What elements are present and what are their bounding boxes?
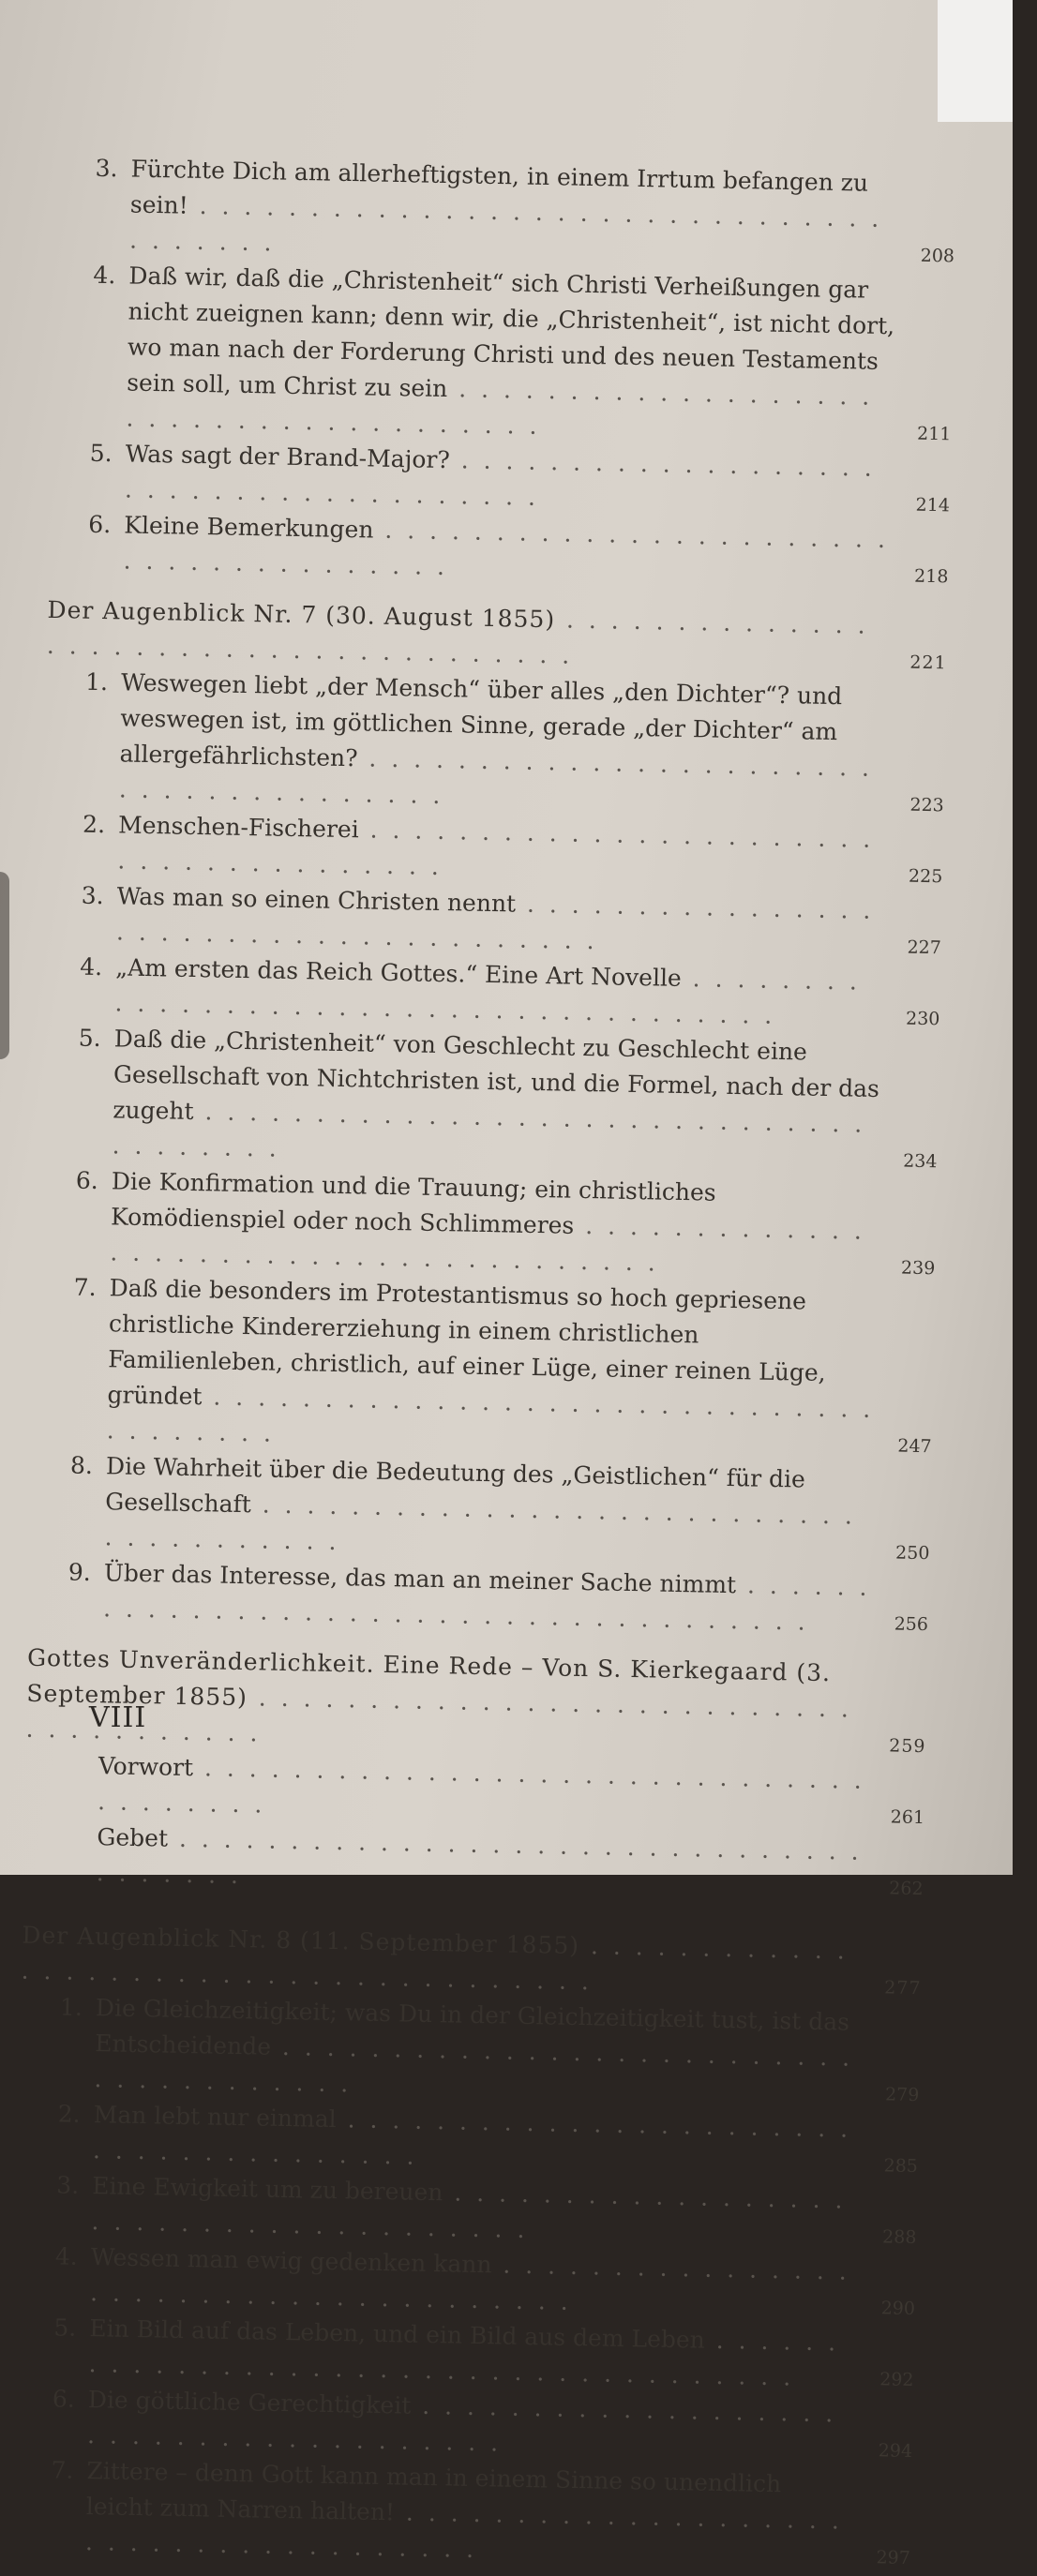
page-edge-shadow bbox=[0, 872, 9, 1059]
section-page: 221 bbox=[909, 651, 947, 674]
entry-number: 5. bbox=[53, 2314, 77, 2342]
entry-title: Was man so einen Christen nennt . . . bbox=[116, 882, 875, 954]
entry-number: 3. bbox=[81, 881, 104, 910]
entry-page: 230 bbox=[905, 1008, 940, 1030]
entry-title: „Am ersten das Reich Gottes.“ Eine Art Novelle . . . bbox=[114, 953, 861, 1029]
entry-number: 3. bbox=[56, 2171, 80, 2199]
entry-title: Daß die „Christenheit“ von Geschlecht zu Geschlecht eine Gesellschaft von Nichtchristen ist, und die Formel, nach der das zugeht . . . bbox=[112, 1025, 879, 1161]
entry-title: Über das Interesse, das man an meiner Sache nimmt . . . bbox=[103, 1559, 871, 1635]
entry-number: 7. bbox=[51, 2456, 74, 2484]
entry-page: 285 bbox=[883, 2155, 919, 2178]
entry-page: 225 bbox=[908, 865, 943, 888]
entry-number: 7. bbox=[73, 1273, 97, 1302]
entry-title: Wessen man ewig gedenken kann . . . bbox=[90, 2243, 850, 2315]
toc-section-heading bbox=[25, 1640, 927, 1764]
entry-page: 250 bbox=[894, 1542, 930, 1565]
entry-number: 4. bbox=[93, 261, 116, 290]
entry-page: 227 bbox=[907, 936, 942, 959]
entry-page: 239 bbox=[900, 1257, 936, 1280]
entry-title: Die Konfirmation und die Trauung; ein christliches Komödienspiel oder noch Schlimmeres . . . bbox=[110, 1167, 865, 1276]
toc-entry bbox=[31, 1269, 934, 1464]
toc-entry bbox=[37, 1020, 939, 1179]
entry-number: 8. bbox=[69, 1451, 94, 1480]
entry-title: Eine Ewigkeit um zu bereuen . . . bbox=[91, 2172, 846, 2243]
subentry-page: 262 bbox=[889, 1878, 924, 1900]
toc-entry bbox=[19, 1989, 921, 2113]
entry-number: 5. bbox=[78, 1024, 101, 1053]
entry-number: 9. bbox=[68, 1558, 92, 1586]
toc-entry bbox=[29, 1447, 931, 1571]
toc-entry bbox=[44, 664, 947, 823]
entry-number: 1. bbox=[59, 1993, 83, 2021]
entry-title: Was sagt der Brand-Major? . . . bbox=[125, 440, 876, 510]
entry-page: 256 bbox=[894, 1613, 929, 1636]
entry-title: Die göttliche Gerechtigkeit . . . bbox=[87, 2386, 837, 2456]
section-title: Gottes Unveränderlichkeit. Eine Rede – Von S. Kierkegaard (3. September 1855) . . . bbox=[25, 1644, 852, 1747]
entry-title: Daß die besonders im Protestantismus so hoch gepriesene christliche Kindererziehung in einem christlichen Familienleben, christlich, auf einer Lüge, einer reinen Lüge, gründet . . . bbox=[107, 1274, 875, 1446]
entry-title: Kleine Bemerkungen . . . bbox=[123, 511, 889, 580]
entry-title: Zittere – denn Gott kann man in einem Sinne so unendlich leicht zum Narren halten! . . . bbox=[85, 2457, 843, 2563]
entry-title: Weswegen liebt „der Mensch“ über alles „den Dichter“? und weswegen ist, im göttlichen Sinne, gerade „der Dichter“ am allergefährlichsten? . . . bbox=[119, 668, 874, 809]
entry-number: 2. bbox=[57, 2100, 81, 2128]
entry-title: Die Gleichzeitigkeit; was Du in der Gleichzeitigkeit tust, ist das Entscheidende . . . bbox=[94, 1994, 853, 2097]
section-page: 277 bbox=[884, 1977, 922, 1999]
section-title: Der Augenblick Nr. 8 (11. September 1855) . . . bbox=[21, 1922, 849, 1996]
section-page: 259 bbox=[889, 1735, 926, 1758]
subentry-title: Gebet . . . bbox=[96, 1823, 862, 1889]
entry-number: 4. bbox=[80, 952, 103, 981]
section-title: Der Augenblick Nr. 7 (30. August 1855) . . . bbox=[47, 596, 869, 669]
entry-page: 290 bbox=[880, 2298, 916, 2320]
entry-title: Die Wahrheit über die Bedeutung des „Geistlichen“ für die Gesellschaft . . . bbox=[104, 1452, 856, 1555]
entry-title: Man lebt nur einmal . . . bbox=[93, 2101, 852, 2170]
background-corner bbox=[938, 0, 1013, 122]
page-numeral: VIII bbox=[89, 1701, 147, 1734]
entry-number: 2. bbox=[82, 810, 106, 839]
entry-page: 218 bbox=[913, 565, 949, 588]
entry-page: 234 bbox=[902, 1150, 938, 1173]
entry-title: Daß wir, daß die „Christenheit“ sich Christi Verheißungen gar nicht zueignen kann; denn wir, die „Christenheit“, ist nicht dort, wo man nach der Forderung Christi und des neuen Testaments sein soll, um Christ zu sein . . . bbox=[126, 262, 894, 440]
entry-page: 223 bbox=[909, 794, 944, 816]
subentry-page: 261 bbox=[890, 1806, 925, 1829]
entry-number: 6. bbox=[52, 2385, 76, 2413]
toc-entry bbox=[51, 257, 954, 452]
entry-title: Menschen-Fischerei . . . bbox=[117, 811, 874, 880]
entry-page: 288 bbox=[881, 2226, 917, 2249]
entry-title: Ein Bild auf das Leben, und ein Bild aus dem Leben . . . bbox=[88, 2314, 839, 2390]
table-of-contents bbox=[10, 150, 956, 2576]
entry-page: 292 bbox=[879, 2369, 914, 2390]
subentry-title: Vorwort . . . bbox=[98, 1752, 865, 1818]
entry-number: 3. bbox=[95, 154, 118, 183]
entry-page: 214 bbox=[915, 494, 951, 517]
entry-number: 4. bbox=[54, 2242, 78, 2270]
entry-page: 211 bbox=[916, 423, 952, 445]
toc-entry bbox=[35, 1162, 937, 1286]
toc-entry bbox=[54, 150, 956, 274]
entry-page: 279 bbox=[884, 2084, 920, 2106]
entry-number: 5. bbox=[89, 439, 113, 468]
toc-entry bbox=[10, 2452, 912, 2576]
entry-number: 6. bbox=[88, 510, 112, 539]
entry-title: Fürchte Dich am allerheftigsten, in einem Irrtum befangen zu sein! . . . bbox=[129, 156, 883, 257]
entry-page: 208 bbox=[920, 245, 955, 267]
entry-page: 247 bbox=[897, 1435, 932, 1458]
entry-number: 6. bbox=[75, 1166, 99, 1195]
entry-number: 1. bbox=[84, 667, 109, 696]
entry-page: 297 bbox=[876, 2547, 911, 2569]
entry-page: 294 bbox=[878, 2440, 913, 2462]
